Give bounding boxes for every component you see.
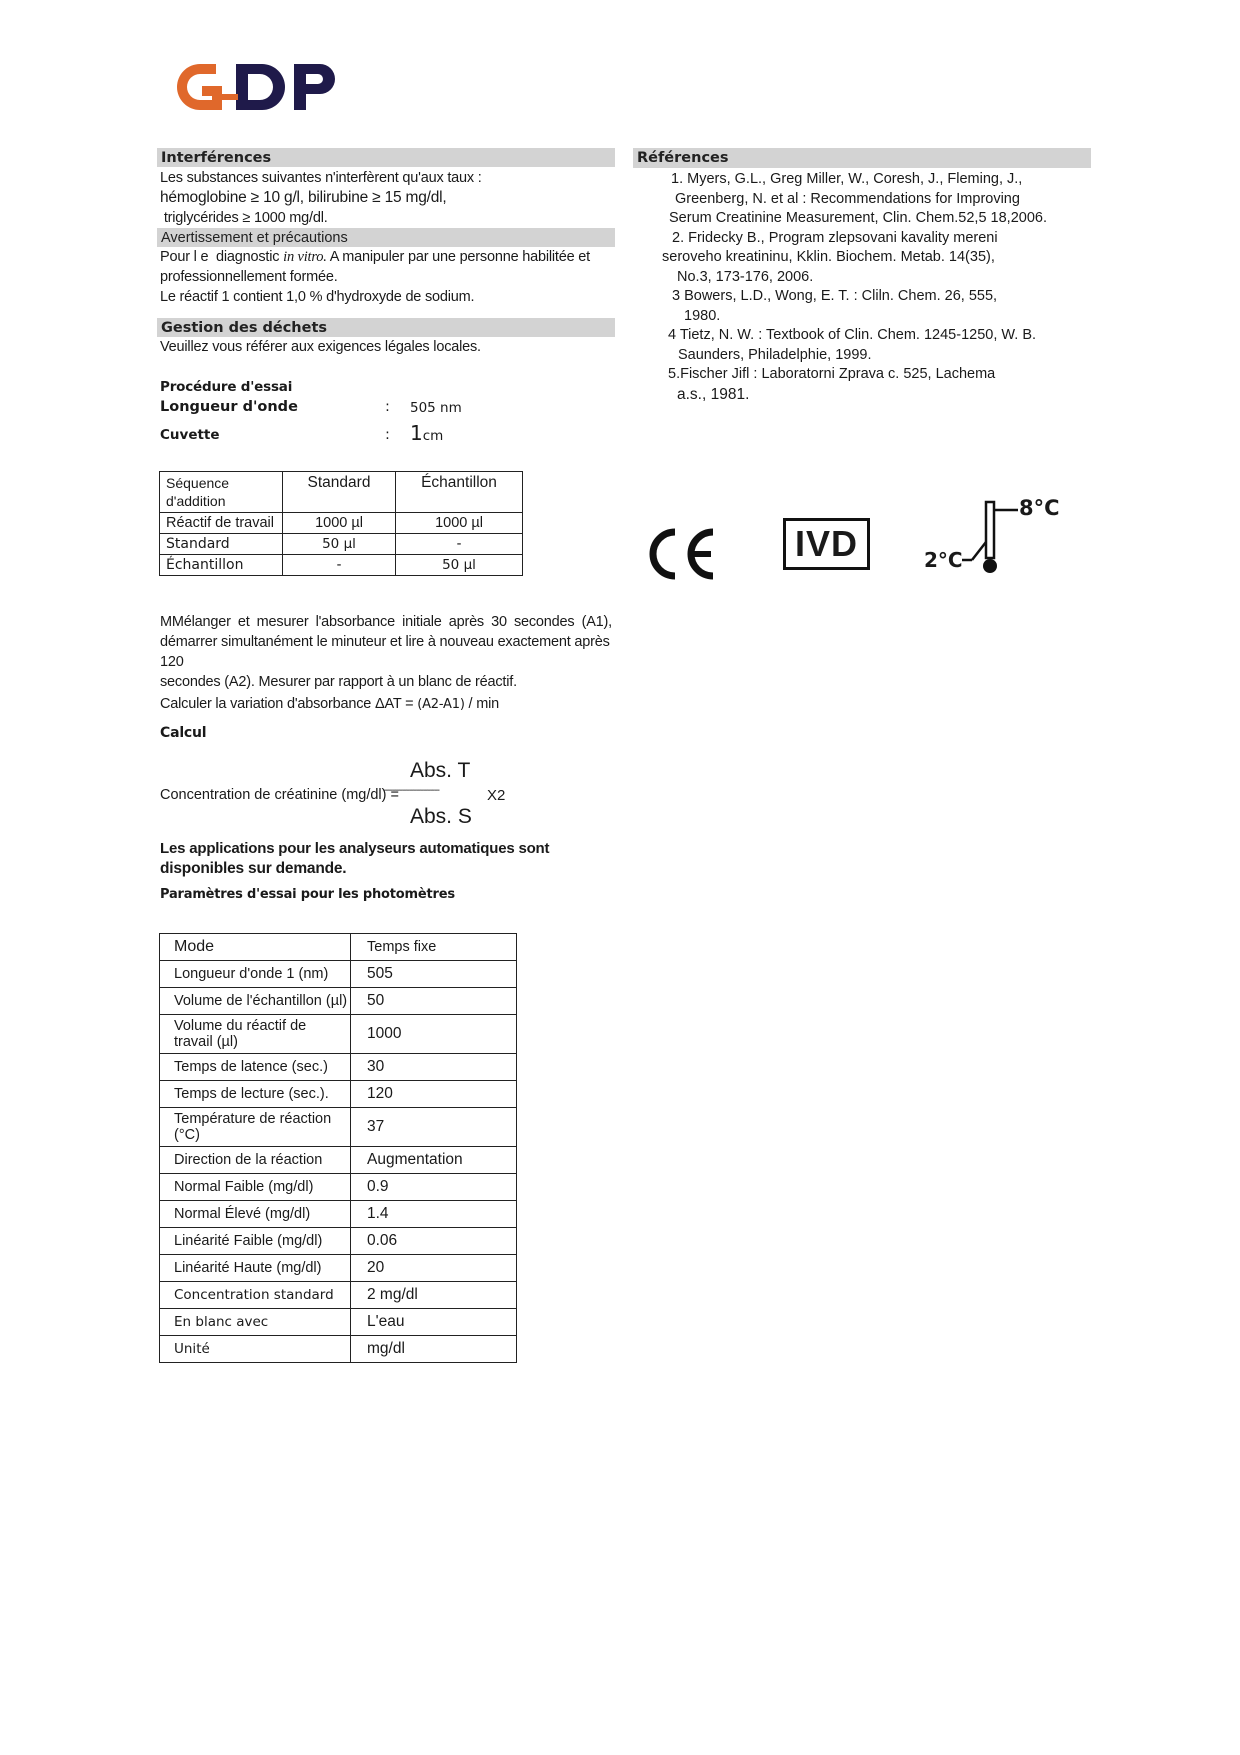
table-row <box>160 988 517 1015</box>
formula-denominator: Abs. S <box>410 805 472 828</box>
param-value-cell: 1.4 <box>351 1201 517 1228</box>
cuvette-value <box>410 421 443 445</box>
param-value-cell: 505 <box>351 961 517 988</box>
table-row <box>160 1228 517 1255</box>
mix-line-4-post: / min <box>464 696 499 712</box>
reference-line: Serum Creatinine Measurement, Clin. Chem.52,5 18,2006. <box>669 210 1047 226</box>
logo-accent-bar <box>216 94 238 100</box>
sequence-cell: 50 µl <box>396 555 523 576</box>
param-value-cell: 37 <box>351 1108 517 1147</box>
param-value-cell: 120 <box>351 1081 517 1108</box>
ce-mark-icon <box>645 528 717 580</box>
sequence-cell: - <box>283 555 396 576</box>
param-value-cell: 30 <box>351 1054 517 1081</box>
param-value-cell: Temps fixe <box>351 934 517 961</box>
references-heading: Références <box>633 148 1091 168</box>
param-name-cell: Concentration standard <box>160 1282 351 1309</box>
logo-letter-d <box>236 64 285 110</box>
cuvette-row <box>157 421 615 449</box>
ivd-label: IVD <box>794 523 858 564</box>
warnings-line-1-pre: Pour l e diagnostic <box>160 249 284 265</box>
calcul-heading: Calcul <box>160 725 207 741</box>
reference-line: 4 Tietz, N. W. : Textbook of Clin. Chem. 1245-1250, W. B. <box>668 327 1037 343</box>
procedure-heading: Procédure d'essai <box>160 379 293 395</box>
interferences-heading: Interférences <box>157 148 615 167</box>
mix-line-4 <box>157 694 615 715</box>
sequence-cell: - <box>396 534 523 555</box>
calcul-formula <box>157 745 615 833</box>
temp-low-label: 2°C <box>924 548 963 572</box>
sequence-header-cell: Échantillon <box>396 472 523 513</box>
gdp-logo <box>172 56 352 118</box>
table-row <box>160 1174 517 1201</box>
param-name-cell: Normal Faible (mg/dl) <box>160 1174 351 1201</box>
cuvette-label: Cuvette <box>160 427 220 443</box>
table-row <box>160 534 523 555</box>
table-row <box>160 1255 517 1282</box>
mix-line-2: démarrer simultanément le minuteur et lire à nouveau exactement après 120 <box>160 634 610 670</box>
left-column <box>157 148 615 1363</box>
sequence-cell: 50 µl <box>283 534 396 555</box>
mix-line-3: secondes (A2). Mesurer par rapport à un blanc de réactif. <box>160 674 517 690</box>
warnings-line-1-post: A manipuler par une personne habilitée et <box>326 249 590 265</box>
formula-left: Concentration de créatinine (mg/dl) = <box>160 787 404 803</box>
reference-line: 1980. <box>684 307 721 324</box>
reference-line: No.3, 173-176, 2006. <box>677 268 814 285</box>
warnings-line-2: professionnellement formée. <box>160 269 338 285</box>
wavelength-colon: : <box>385 399 390 415</box>
param-name-cell: Mode <box>160 934 351 961</box>
warnings-line-1 <box>157 247 615 267</box>
wavelength-label: Longueur d'onde <box>160 399 298 415</box>
param-name-cell: Normal Élevé (mg/dl) <box>160 1201 351 1228</box>
cuvette-value-unit: cm <box>422 428 444 444</box>
interferences-line-3: triglycérides ≥ 1000 mg/dl. <box>160 210 328 226</box>
reference-line: 1. Myers, G.L., Greg Miller, W., Coresh, J., Fleming, J., <box>671 171 1023 187</box>
param-name-cell: Volume du réactif de travail (µl) <box>160 1015 351 1054</box>
warnings-line-3: Le réactif 1 contient 1,0 % d'hydroxyde de sodium. <box>160 289 475 305</box>
param-value-cell: 0.9 <box>351 1174 517 1201</box>
mix-instructions <box>157 612 615 715</box>
temp-high-label: 8°C <box>1019 496 1060 520</box>
sequence-cell: Échantillon <box>160 555 283 576</box>
cuvette-colon: : <box>385 427 390 443</box>
photometer-table <box>159 933 517 1363</box>
wavelength-value: 505 nm <box>410 400 462 416</box>
waste-line: Veuillez vous référer aux exigences légales locales. <box>160 339 481 355</box>
sequence-cell: Standard <box>160 534 283 555</box>
param-name-cell: Unité <box>160 1336 351 1363</box>
sequence-cell: 1000 µl <box>283 513 396 534</box>
reference-line: seroveho kreatininu, Kklin. Biochem. Metab. 14(35), <box>662 249 995 265</box>
table-row <box>160 513 523 534</box>
mix-line-4-pre: Calculer la variation d'absorbance ΔAT = <box>160 696 418 712</box>
table-row <box>160 555 523 576</box>
param-name-cell: Volume de l'échantillon (µl) <box>160 988 351 1015</box>
param-name-cell: En blanc avec <box>160 1309 351 1336</box>
formula-factor: X2 <box>487 787 506 804</box>
formula-numerator: Abs. T <box>410 759 471 782</box>
table-row <box>160 1336 517 1363</box>
in-vitro-text: in vitro. <box>283 249 327 265</box>
wavelength-row <box>157 397 615 421</box>
param-name-cell: Longueur d'onde 1 (nm) <box>160 961 351 988</box>
ivd-symbol <box>783 518 870 570</box>
table-row <box>160 961 517 988</box>
param-name-cell: Linéarité Faible (mg/dl) <box>160 1228 351 1255</box>
sequence-header-cell: Standard <box>283 472 396 513</box>
reference-line: a.s., 1981. <box>677 385 750 403</box>
mix-line-1: MMélanger et mesurer l'absorbance initiale après 30 secondes (A1), <box>160 614 612 630</box>
mix-line-4-mid: (A2-A1) <box>417 697 465 712</box>
param-name-cell: Température de réaction (°C) <box>160 1108 351 1147</box>
warnings-heading: Avertissement et précautions <box>157 228 615 247</box>
sequence-header-row <box>160 472 523 513</box>
interferences-line-2: hémoglobine ≥ 10 g/l, bilirubine ≥ 15 mg/dl, <box>160 189 447 206</box>
reference-line: Saunders, Philadelphie, 1999. <box>678 346 872 363</box>
applications-line-1: Les applications pour les analyseurs automatiques sont <box>160 840 550 857</box>
table-row <box>160 1147 517 1174</box>
table-row <box>160 1081 517 1108</box>
param-name-cell: Temps de lecture (sec.). <box>160 1081 351 1108</box>
table-row <box>160 1054 517 1081</box>
param-value-cell: 20 <box>351 1255 517 1282</box>
param-value-cell: Augmentation <box>351 1147 517 1174</box>
logo-letter-g <box>177 64 222 110</box>
table-row <box>160 1309 517 1336</box>
table-row <box>160 1015 517 1054</box>
logo-letter-p <box>294 64 335 110</box>
photometer-table-body <box>160 934 517 1363</box>
reference-line: 2. Fridecky B., Program zlepsovani kavality mereni <box>672 229 998 246</box>
waste-heading: Gestion des déchets <box>157 318 615 337</box>
sequence-cell: 1000 µl <box>396 513 523 534</box>
applications-line-2: disponibles sur demande. <box>160 860 347 877</box>
table-row <box>160 1282 517 1309</box>
right-column <box>633 148 1091 404</box>
param-name-cell: Direction de la réaction <box>160 1147 351 1174</box>
formula-dashes: ------------------------ <box>383 785 439 796</box>
param-name-cell: Temps de latence (sec.) <box>160 1054 351 1081</box>
table-row <box>160 934 517 961</box>
table-row <box>160 1108 517 1147</box>
param-name-cell: Linéarité Haute (mg/dl) <box>160 1255 351 1282</box>
param-value-cell: 1000 <box>351 1015 517 1054</box>
reference-line: Greenberg, N. et al : Recommendations for Improving <box>675 190 1020 207</box>
reference-line: 5.Fischer Jifl : Laboratorni Zprava c. 525, Lachema <box>668 366 996 382</box>
param-value-cell: 0.06 <box>351 1228 517 1255</box>
param-value-cell: 50 <box>351 988 517 1015</box>
reference-line: 3 Bowers, L.D., Wong, E. T. : Cliln. Chem. 26, 555, <box>672 288 998 304</box>
sequence-cell: Réactif de travail <box>160 513 283 534</box>
references-list <box>633 170 1091 404</box>
cuvette-value-number: 1 <box>410 421 423 445</box>
interferences-line-1: Les substances suivantes n'interfèrent qu'aux taux : <box>160 170 482 186</box>
sequence-table <box>159 471 523 576</box>
sequence-header-cell: Séquence d'addition <box>160 472 283 513</box>
param-value-cell: L'eau <box>351 1309 517 1336</box>
param-value-cell: mg/dl <box>351 1336 517 1363</box>
table-row <box>160 1201 517 1228</box>
param-value-cell: 2 mg/dl <box>351 1282 517 1309</box>
photometer-heading: Paramètres d'essai pour les photomètres <box>160 887 455 902</box>
